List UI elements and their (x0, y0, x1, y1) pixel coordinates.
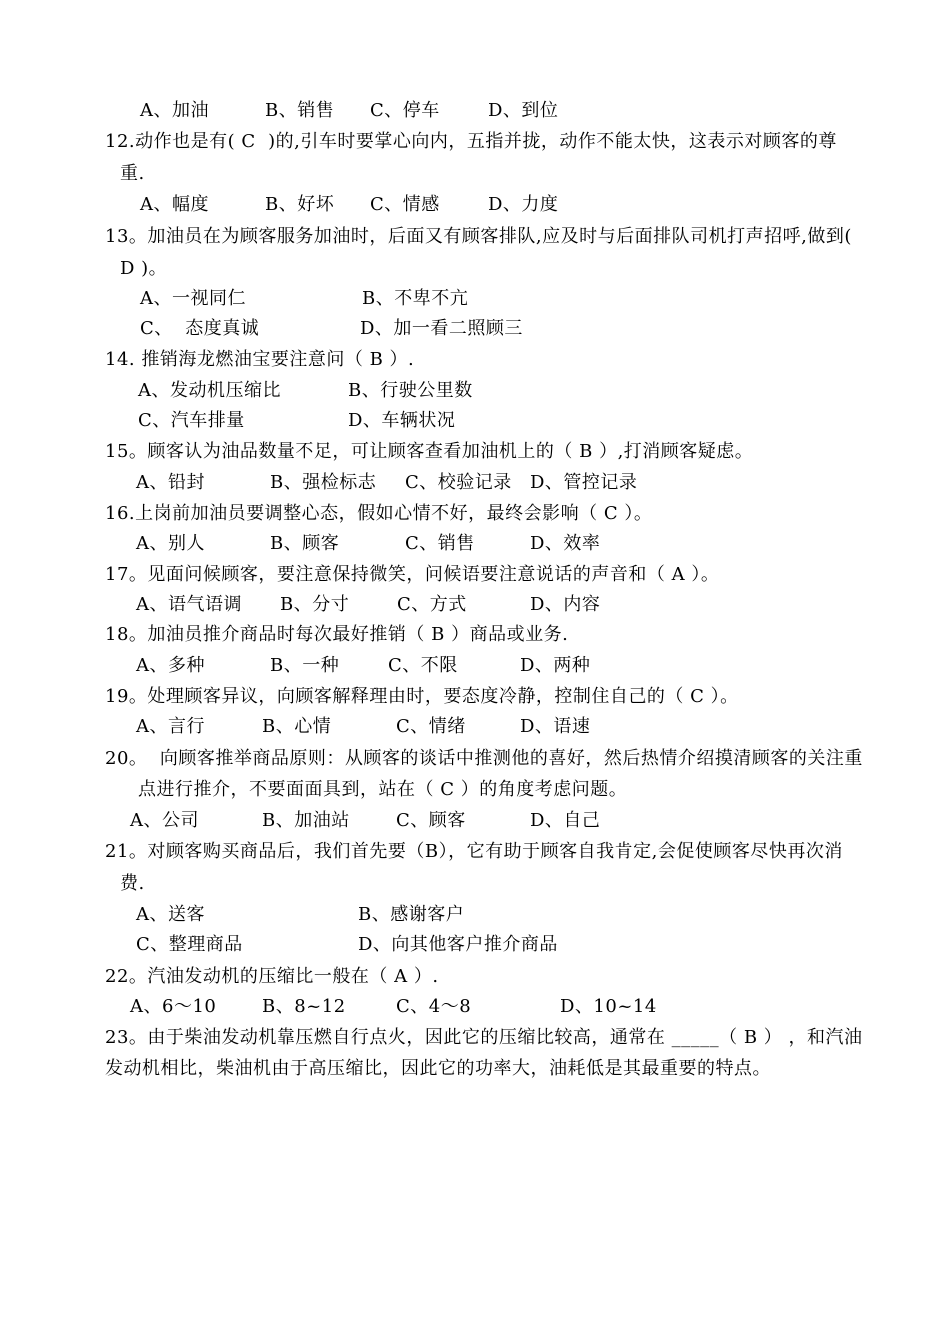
option-text: D、加一看二照顾三 (360, 318, 523, 339)
option-text: A、别人 (136, 533, 205, 554)
option-text: A、幅度 (140, 194, 209, 215)
option-text: A、铅封 (136, 472, 205, 493)
option-text: A、多种 (136, 655, 205, 676)
option-text: B、心情 (262, 716, 332, 737)
option-text: C、 态度真诚 (140, 318, 260, 339)
option-text: A、言行 (136, 716, 205, 737)
option-text: C、汽车排量 (138, 410, 245, 431)
option-text: A、一视同仁 (140, 288, 246, 309)
option-text: B、行驶公里数 (348, 380, 473, 401)
option-text: B、分寸 (280, 594, 350, 615)
question-continuation: 重. (120, 163, 145, 184)
option-text: D、到位 (488, 100, 559, 121)
option-text: B、顾客 (270, 533, 340, 554)
option-text: A、送客 (136, 904, 205, 925)
option-text: B、销售 (265, 100, 335, 121)
option-text: A、语气语调 (136, 594, 242, 615)
option-text: D、效率 (530, 533, 601, 554)
question-text: 21。对顾客购买商品后，我们首先要（B），它有助于顾客自我肯定,会促使顾客尽快再次消 (105, 841, 843, 862)
question-text: 12.动作也是有( C )的,引车时要掌心向内，五指并拢，动作不能太快，这表示对顾客的尊 (105, 131, 837, 152)
option-text: C、方式 (397, 594, 467, 615)
question-text: 22。汽油发动机的压缩比一般在（ A ）. (105, 966, 439, 987)
question-text: 13。加油员在为顾客服务加油时，后面又有顾客排队,应及时与后面排队司机打声招呼,做到( (105, 226, 852, 247)
option-text: B、8~12 (262, 996, 346, 1017)
option-text: B、不卑不亢 (362, 288, 469, 309)
option-text: C、不限 (388, 655, 458, 676)
question-text: 17。见面问候顾客，要注意保持微笑，问候语要注意说话的声音和（ A ）。 (105, 564, 720, 585)
question-continuation: 发动机相比，柴油机由于高压缩比，因此它的功率大，油耗低是其最重要的特点。 (105, 1058, 771, 1079)
option-text: D、向其他客户推介商品 (358, 934, 558, 955)
question-text: 23。由于柴油发动机靠压燃自行点火，因此它的压缩比较高，通常在 _____（ B ） ，和汽油 (105, 1027, 863, 1048)
option-text: D、内容 (530, 594, 601, 615)
option-text: D、车辆状况 (348, 410, 456, 431)
question-text: 15。顾客认为油品数量不足，可让顾客查看加油机上的（ B ）,打消顾客疑虑。 (105, 441, 754, 462)
option-text: C、销售 (405, 533, 475, 554)
option-text: D、10~14 (560, 996, 657, 1017)
question-continuation: D )。 (120, 258, 168, 279)
option-text: C、情感 (370, 194, 440, 215)
option-text: D、自己 (530, 810, 601, 831)
option-text: B、好坏 (265, 194, 335, 215)
option-text: C、顾客 (396, 810, 466, 831)
question-text: 14. 推销海龙燃油宝要注意问（ B ）. (105, 349, 415, 370)
option-text: A、公司 (130, 810, 199, 831)
option-text: B、强检标志 (270, 472, 377, 493)
option-text: D、管控记录 (530, 472, 638, 493)
question-text: 20。 向顾客推举商品原则：从顾客的谈话中推测他的喜好，然后热情介绍摸清顾客的关注重 (105, 748, 863, 769)
option-text: B、一种 (270, 655, 340, 676)
option-text: A、加油 (140, 100, 209, 121)
question-continuation: 费. (120, 873, 145, 894)
option-text: C、校验记录 (405, 472, 512, 493)
option-text: C、情绪 (396, 716, 466, 737)
option-text: C、整理商品 (136, 934, 243, 955)
option-text: C、停车 (370, 100, 440, 121)
question-text: 19。处理顾客异议，向顾客解释理由时，要态度冷静，控制住自己的（ C ）。 (105, 686, 739, 707)
option-text: D、语速 (520, 716, 591, 737)
option-text: B、加油站 (262, 810, 350, 831)
option-text: D、力度 (488, 194, 559, 215)
option-text: B、感谢客户 (358, 904, 465, 925)
option-text: C、4～8 (396, 996, 472, 1017)
question-continuation: 点进行推介，不要面面具到，站在（ C ）的角度考虑问题。 (138, 779, 628, 800)
option-text: A、发动机压缩比 (138, 380, 281, 401)
option-text: D、两种 (520, 655, 591, 676)
question-text: 16.上岗前加油员要调整心态，假如心情不好，最终会影响（ C ）。 (105, 503, 653, 524)
question-text: 18。加油员推介商品时每次最好推销（ B ）商品或业务. (105, 624, 569, 645)
option-text: A、6～10 (130, 996, 217, 1017)
